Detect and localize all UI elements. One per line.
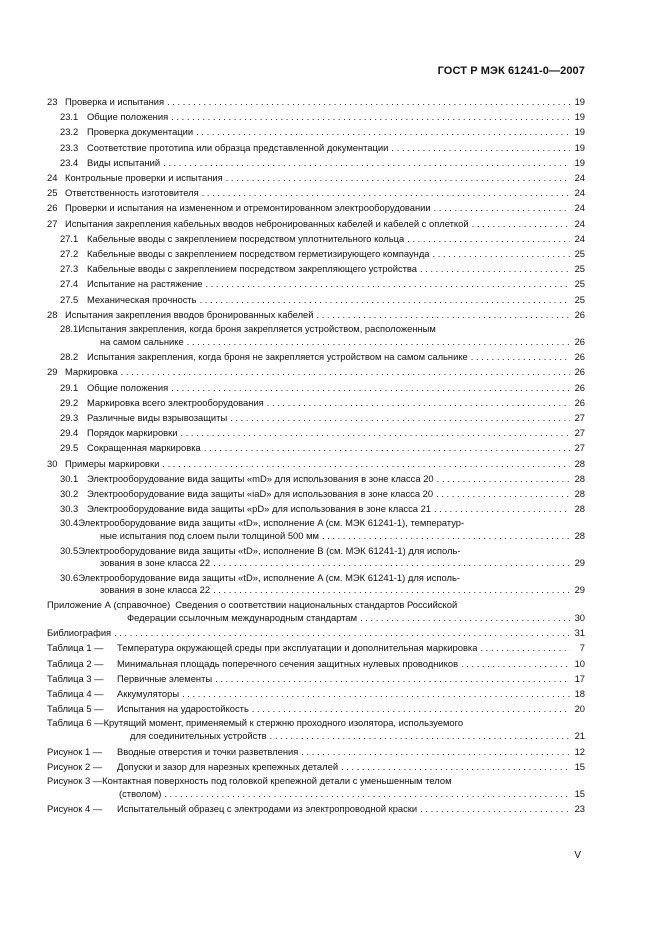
toc-entry-line <box>47 671 585 686</box>
leader-dots <box>472 216 570 231</box>
leader-dots <box>270 730 570 743</box>
leader-dots <box>360 612 570 625</box>
toc-entry-title: Электрооборудование вида защиты «mD» для использования в зоне класса 20 <box>87 472 434 484</box>
toc-entry-title: Аккумуляторы <box>117 688 180 700</box>
toc-entry-number: 29.5 <box>60 442 79 454</box>
toc-entry-page: 20 <box>574 703 585 715</box>
toc-entry-line <box>47 801 585 816</box>
leader-dots <box>301 744 570 759</box>
toc-entry-page: 25 <box>574 278 585 290</box>
toc-entry-line <box>47 185 585 200</box>
toc-entry-line <box>47 640 585 655</box>
toc-entry-number: 30.3 <box>60 503 79 515</box>
toc-entry-title: Различные виды взрывозащиты <box>87 412 228 424</box>
toc-entry-number: 27 <box>47 217 58 229</box>
toc-entry-title-continued: на самом сальнике <box>100 335 184 347</box>
toc-entry <box>47 364 585 379</box>
toc-entry <box>47 231 585 246</box>
toc-entry-number: 25 <box>47 187 58 199</box>
appendix-entry <box>47 598 585 625</box>
document-code: ГОСТ Р МЭК 61241-0—2007 <box>437 65 585 77</box>
toc-entry-title: Сокращенная маркировка <box>87 442 201 454</box>
toc-entry <box>47 671 585 686</box>
toc-entry-page: 29 <box>574 557 585 569</box>
toc-entry-first-line <box>60 572 585 585</box>
toc-entry-page: 7 <box>579 642 585 654</box>
toc-entry <box>47 571 585 598</box>
toc-entry-title: Контрольные проверки и испытания <box>65 172 223 184</box>
page-number: V <box>574 850 581 861</box>
toc-entry-line <box>47 759 585 774</box>
toc-entry-number: 29.4 <box>60 427 79 439</box>
table-of-contents <box>47 94 585 816</box>
toc-entry-title: Испытания на ударостойкость <box>117 703 249 715</box>
toc-entry <box>47 774 585 801</box>
leader-dots <box>171 109 570 124</box>
toc-entry-page: 27 <box>574 442 585 454</box>
toc-entry <box>47 486 585 501</box>
toc-entry-page: 24 <box>574 172 585 184</box>
toc-entry <box>47 155 585 170</box>
toc-entry-title: Кабельные вводы с закреплением посредством уплотнительного кольца <box>87 232 405 244</box>
toc-entry-line <box>60 292 585 307</box>
leader-dots <box>341 759 570 774</box>
leader-dots <box>164 788 570 801</box>
toc-entry-page: 15 <box>574 787 585 799</box>
toc-entry-page: 24 <box>574 217 585 229</box>
toc-entry <box>47 425 585 440</box>
toc-entry-title: Виды испытаний <box>87 156 161 168</box>
leader-dots <box>171 380 570 395</box>
toc-entry <box>47 440 585 455</box>
toc-entry-title-continued: зования в зоне класса 22 <box>100 584 211 596</box>
appendix-first-line <box>47 599 585 612</box>
leader-dots <box>205 276 570 291</box>
toc-entry-page: 26 <box>574 351 585 363</box>
toc-entry <box>47 656 585 671</box>
toc-entry-number: 24 <box>47 172 58 184</box>
leader-dots <box>213 584 570 597</box>
toc-entry-title-continued: для соединительных устройств <box>130 730 267 742</box>
toc-entry <box>47 701 585 716</box>
toc-entry-title: Примеры маркировки <box>65 457 160 469</box>
toc-entry-line <box>60 410 585 425</box>
toc-entry-title: Контактная поверхность под головкой крепежной детали с уменьшенным телом <box>102 775 452 787</box>
toc-entry <box>47 471 585 486</box>
toc-entry-title: Ответственность изготовителя <box>65 187 199 199</box>
toc-entry-page: 28 <box>574 457 585 469</box>
leader-dots <box>471 349 570 364</box>
bibliography-entry <box>47 625 585 640</box>
toc-entry-title: Общие положения <box>87 111 169 123</box>
toc-entry-page: 15 <box>574 760 585 772</box>
leader-dots <box>436 486 570 501</box>
leader-dots <box>433 246 570 261</box>
toc-entry <box>47 516 585 543</box>
leader-dots <box>317 307 571 322</box>
toc-entry-number: 30.5 <box>60 544 79 556</box>
leader-dots <box>434 200 570 215</box>
toc-entry <box>47 170 585 185</box>
toc-entry-title: Соответствие прототипа или образца представленной документации <box>87 141 389 153</box>
toc-entry <box>47 395 585 410</box>
toc-entry-page: 26 <box>574 308 585 320</box>
toc-entry-number: 30 <box>47 457 58 469</box>
toc-entry-number: 23.1 <box>60 111 79 123</box>
toc-entry-number: Рисунок 1 — <box>47 745 103 757</box>
toc-entry-number: 28 <box>47 308 58 320</box>
toc-entry-page: 19 <box>574 156 585 168</box>
toc-entry-page: 25 <box>574 293 585 305</box>
toc-entry-title: Электрооборудование вида защиты «tD», исполнение A (см. МЭК 61241-1) для исполь- <box>78 571 460 583</box>
leader-dots <box>391 140 570 155</box>
leader-dots <box>114 625 570 640</box>
toc-entry-title: Испытания закрепления кабельных вводов небронированных кабелей и кабелей с оплеткой <box>65 217 469 229</box>
leader-dots <box>187 336 570 349</box>
toc-entry-page: 21 <box>574 730 585 742</box>
toc-entry-page: 18 <box>574 688 585 700</box>
toc-entry-line <box>47 94 585 109</box>
toc-entry-line <box>60 276 585 291</box>
toc-entry-line <box>47 686 585 701</box>
toc-entry <box>47 276 585 291</box>
toc-entry-line <box>47 701 585 716</box>
leader-dots <box>420 801 570 816</box>
toc-entry-number: 23.4 <box>60 156 79 168</box>
toc-entry <box>47 686 585 701</box>
toc-entry-line <box>60 155 585 170</box>
toc-entry-number: Таблица 5 — <box>47 703 104 715</box>
toc-entry-page: 28 <box>574 472 585 484</box>
toc-entry-line <box>60 501 585 516</box>
leader-dots <box>267 395 570 410</box>
toc-entry-title-continued: зования в зоне класса 22 <box>100 557 211 569</box>
leader-dots <box>213 557 570 570</box>
toc-entry-line <box>60 140 585 155</box>
toc-entry-title: Маркировка <box>65 366 118 378</box>
toc-entry-number: 23.3 <box>60 141 79 153</box>
toc-entry-number: 26 <box>47 202 58 214</box>
bibliography-page: 31 <box>574 627 585 639</box>
toc-entry-number: 27.4 <box>60 278 79 290</box>
toc-entry-line <box>60 109 585 124</box>
toc-entry-line <box>60 380 585 395</box>
toc-entry <box>47 200 585 215</box>
toc-entry-title: Кабельные вводы с закреплением посредством герметизирующего компаунда <box>87 248 430 260</box>
toc-entry-number: Рисунок 4 — <box>47 803 103 815</box>
toc-entry-line <box>60 486 585 501</box>
toc-entry-line <box>60 349 585 364</box>
toc-entry-page: 25 <box>574 263 585 275</box>
toc-entry-title: Электрооборудование вида защиты «iaD» для использования в зоне класса 20 <box>87 488 434 500</box>
toc-entry-line <box>47 744 585 759</box>
toc-entry-number: 29.1 <box>60 381 79 393</box>
toc-entry-line <box>47 170 585 185</box>
toc-entry-number: 30.6 <box>60 571 79 583</box>
toc-entry-number: 30.2 <box>60 488 79 500</box>
toc-entry <box>47 216 585 231</box>
appendix-page: 30 <box>574 611 585 623</box>
toc-entry-number: 27.3 <box>60 263 79 275</box>
leader-dots <box>204 440 570 455</box>
toc-entry-title: Испытания закрепления, когда броня закрепляется устройством, расположенным <box>78 323 436 335</box>
toc-entry-title: Испытания закрепления, когда броня не закрепляется устройством на самом сальнике <box>87 351 468 363</box>
toc-entry-page: 19 <box>574 141 585 153</box>
toc-entry-page: 17 <box>574 672 585 684</box>
toc-entry-number: Таблица 3 — <box>47 672 104 684</box>
toc-entry-line <box>47 200 585 215</box>
toc-entry-title: Допуски и зазор для нарезных крепежных деталей <box>117 760 339 772</box>
toc-entry-page: 28 <box>574 503 585 515</box>
toc-entry-title: Проверка документации <box>87 126 194 138</box>
toc-entry-number: Таблица 4 — <box>47 688 104 700</box>
toc-entry-line <box>47 656 585 671</box>
toc-entry-title: Крутящий момент, применяемый к стержню проходного изолятора, используемого <box>103 717 464 729</box>
toc-entry-title: Первичные элементы <box>117 672 213 684</box>
toc-entry-page: 24 <box>574 187 585 199</box>
leader-dots <box>196 124 570 139</box>
toc-entry-number: 29 <box>47 366 58 378</box>
toc-entry-continuation <box>60 584 585 597</box>
toc-entry <box>47 759 585 774</box>
toc-entry <box>47 185 585 200</box>
toc-entry-line <box>60 246 585 261</box>
leader-dots <box>167 94 570 109</box>
toc-entry-page: 10 <box>574 657 585 669</box>
toc-entry <box>47 307 585 322</box>
leader-dots <box>461 656 570 671</box>
toc-entry-page: 23 <box>574 803 585 815</box>
toc-entry-line <box>47 456 585 471</box>
toc-entry-line <box>60 261 585 276</box>
bibliography-title: Библиография <box>47 627 112 639</box>
toc-entry <box>47 246 585 261</box>
toc-entry-page: 19 <box>574 96 585 107</box>
leader-dots <box>437 471 570 486</box>
toc-entry <box>47 640 585 655</box>
toc-entry-page: 26 <box>574 396 585 408</box>
toc-entry-line <box>47 307 585 322</box>
toc-entry-number: 30.4 <box>60 517 79 529</box>
toc-entry-page: 26 <box>574 381 585 393</box>
toc-entry-first-line <box>60 323 585 336</box>
toc-entry <box>47 380 585 395</box>
leader-dots <box>121 364 570 379</box>
toc-entry <box>47 410 585 425</box>
leader-dots <box>200 292 570 307</box>
toc-entry-first-line <box>60 545 585 558</box>
appendix-title-continued: Федерации ссылочным международным стандартам <box>127 611 358 623</box>
toc-entry-number: 27.5 <box>60 293 79 305</box>
toc-entry <box>47 322 585 349</box>
leader-dots <box>322 530 570 543</box>
toc-entry-number: 23.2 <box>60 126 79 138</box>
toc-entry-page: 24 <box>574 232 585 244</box>
toc-entry-title: Электрооборудование вида защиты «tD», исполнение B (см. МЭК 61241-1) для исполь- <box>78 544 461 556</box>
toc-entry-title: Кабельные вводы с закреплением посредством закрепляющего устройства <box>87 263 418 275</box>
toc-entry <box>47 544 585 571</box>
toc-entry-title-continued: (стволом) <box>119 787 162 799</box>
toc-entry-title: Общие положения <box>87 381 169 393</box>
appendix-label: Приложение А (справочное) <box>47 599 171 611</box>
toc-entry-page: 12 <box>574 745 585 757</box>
toc-entry <box>47 716 585 743</box>
toc-entry-title: Порядок маркировки <box>87 427 178 439</box>
toc-entry-number: Рисунок 3 — <box>47 775 103 787</box>
leader-dots <box>181 425 571 440</box>
toc-entry-line <box>60 440 585 455</box>
toc-entry-page: 19 <box>574 126 585 138</box>
appendix-title: Сведения о соответствии национальных стандартов Российской <box>175 599 458 611</box>
leader-dots <box>434 501 570 516</box>
toc-entry-title: Минимальная площадь поперечного сечения защитных нулевых проводников <box>117 657 459 669</box>
toc-entry <box>47 801 585 816</box>
bibliography-line <box>47 625 585 640</box>
toc-entry <box>47 456 585 471</box>
toc-entry-number: Таблица 2 — <box>47 657 104 669</box>
toc-entry-line <box>60 395 585 410</box>
toc-entry-line <box>47 216 585 231</box>
toc-entry-continuation <box>60 530 585 543</box>
toc-entry-continuation <box>60 336 585 349</box>
toc-entry <box>47 501 585 516</box>
toc-entry-page: 26 <box>574 366 585 378</box>
toc-entry-number: Рисунок 2 — <box>47 760 103 772</box>
toc-entry-number: Таблица 6 — <box>47 717 104 729</box>
toc-entry-page: 28 <box>574 488 585 500</box>
toc-entry-page: 27 <box>574 412 585 424</box>
leader-dots <box>162 456 570 471</box>
toc-entry-continuation <box>47 788 585 801</box>
toc-entry <box>47 124 585 139</box>
leader-dots <box>420 261 570 276</box>
toc-entry-title: Электрооборудование вида защиты «tD», исполнение A (см. МЭК 61241-1), температур- <box>78 517 465 529</box>
toc-entry-title: Испытание на растяжение <box>87 278 203 290</box>
toc-entry-number: 28.1 <box>60 323 79 335</box>
toc-entry-line <box>60 471 585 486</box>
toc-entry-title: Маркировка всего электрооборудования <box>87 396 264 408</box>
toc-entry-continuation <box>47 730 585 743</box>
toc-entry-page: 29 <box>574 584 585 596</box>
toc-entry <box>47 349 585 364</box>
appendix-continuation <box>47 612 585 625</box>
leader-dots <box>252 701 570 716</box>
toc-entry <box>47 744 585 759</box>
toc-entry-page: 26 <box>574 335 585 347</box>
toc-entry-page: 25 <box>574 248 585 260</box>
toc-entry-number: 29.2 <box>60 396 79 408</box>
toc-entry <box>47 94 585 109</box>
toc-entry-number: 30.1 <box>60 472 79 484</box>
toc-entry-title: Проверка и испытания <box>65 96 165 107</box>
leader-dots <box>215 671 570 686</box>
toc-entry-line <box>60 425 585 440</box>
toc-entry-number: Таблица 1 — <box>47 642 104 654</box>
toc-entry-page: 19 <box>574 111 585 123</box>
toc-entry-continuation <box>60 557 585 570</box>
toc-entry-first-line <box>47 717 585 730</box>
leader-dots <box>202 185 570 200</box>
toc-entry-line <box>47 364 585 379</box>
leader-dots <box>480 640 570 655</box>
toc-entry-number: 29.3 <box>60 412 79 424</box>
toc-entry-title: Механическая прочность <box>87 293 197 305</box>
toc-entry <box>47 261 585 276</box>
toc-entry-number: 28.2 <box>60 351 79 363</box>
toc-entry-number: 27.2 <box>60 248 79 260</box>
leader-dots <box>163 155 570 170</box>
toc-entry-first-line <box>47 775 585 788</box>
toc-entry-line <box>60 231 585 246</box>
toc-entry-page: 28 <box>574 530 585 542</box>
toc-entry-title: Электрооборудование вида защиты «pD» для использования в зоне класса 21 <box>87 503 432 515</box>
toc-entry <box>47 109 585 124</box>
toc-entry <box>47 140 585 155</box>
toc-entry-page: 27 <box>574 427 585 439</box>
toc-entry-number: 27.1 <box>60 232 79 244</box>
toc-entry-title: Проверки и испытания на измененном и отремонтированном электрооборудовании <box>65 202 431 214</box>
toc-entry-line <box>60 124 585 139</box>
toc-entry-first-line <box>60 517 585 530</box>
leader-dots <box>226 170 570 185</box>
toc-entry-title: Температура окружающей среды при эксплуатации и дополнительная маркировка <box>117 642 478 654</box>
toc-entry-number: 23 <box>47 96 58 107</box>
toc-entry-title-continued: ные испытания под слоем пыли толщиной 500 мм <box>100 530 319 542</box>
toc-entry-title: Вводные отверстия и точки разветвления <box>117 745 299 757</box>
toc-entry-title: Испытательный образец с электродами из электропроводной краски <box>117 803 418 815</box>
leader-dots <box>182 686 570 701</box>
leader-dots <box>407 231 570 246</box>
leader-dots <box>230 410 570 425</box>
toc-entry-title: Испытания закрепления вводов бронированных кабелей <box>65 308 314 320</box>
toc-entry <box>47 292 585 307</box>
toc-entry-page: 24 <box>574 202 585 214</box>
